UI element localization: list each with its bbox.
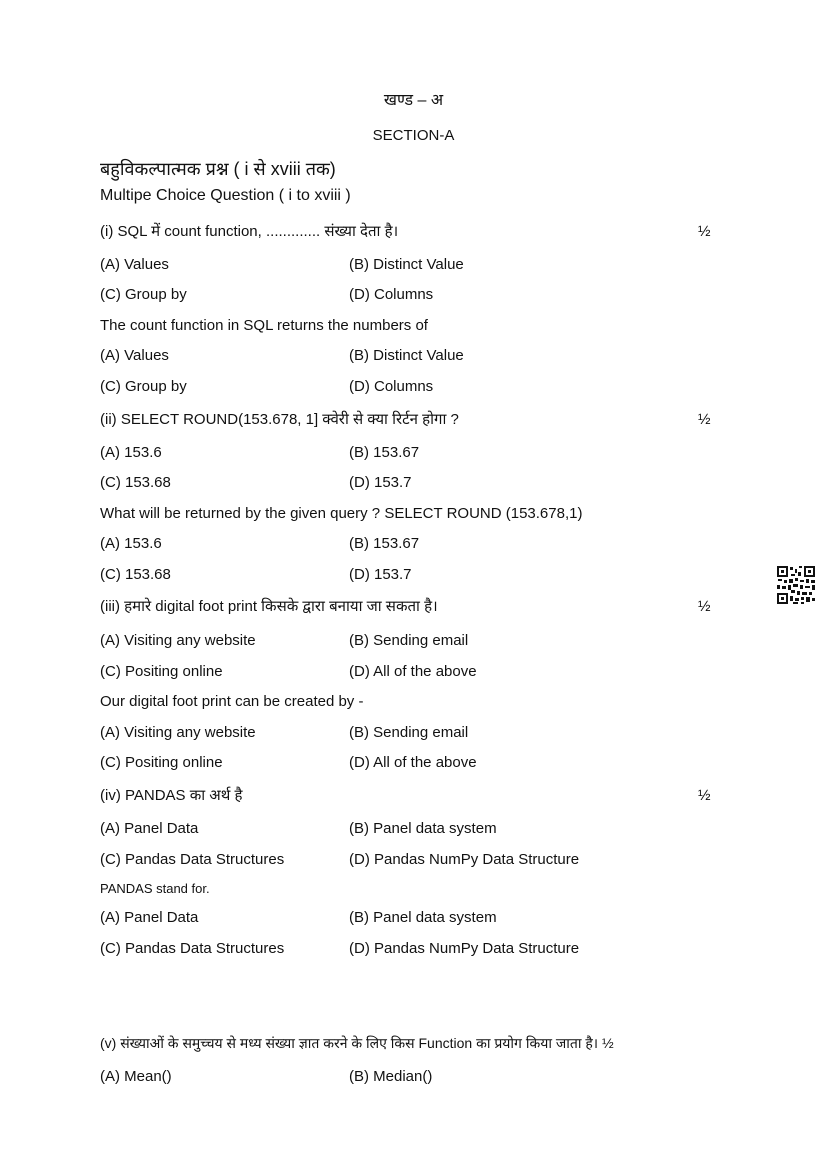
q5-hindi-option-a: (A) Mean() [100, 1068, 172, 1085]
q4-english-option-c: (C) Pandas Data Structures [100, 940, 285, 957]
question-1-english: The count function in SQL returns the numbers of [100, 317, 428, 334]
mcq-heading-hindi: बहुविकल्पात्मक प्रश्न ( i से xviii तक) [100, 159, 336, 179]
q3-hindi-option-d: (D) All of the above [349, 663, 477, 680]
q3-hindi-option-c: (C) Positing online [100, 663, 223, 680]
section-title-english: SECTION-A [372, 127, 455, 144]
question-1-hindi: (i) SQL में count function, ............. संख्या देता है। [100, 223, 399, 240]
q2-hindi-option-a: (A) 153.6 [100, 444, 162, 461]
q4-english-option-d: (D) Pandas NumPy Data Structure [349, 940, 580, 957]
question-4-hindi: (iv) PANDAS का अर्थ है [100, 787, 243, 804]
q1-english-option-d: (D) Columns [349, 378, 434, 395]
q2-english-option-c: (C) 153.68 [100, 566, 171, 583]
q3-hindi-option-b: (B) Sending email [349, 632, 469, 649]
q3-english-option-d: (D) All of the above [349, 754, 477, 771]
q1-english-option-c: (C) Group by [100, 378, 187, 395]
q1-hindi-option-d: (D) Columns [349, 286, 434, 303]
question-4-marks: ½ [698, 787, 711, 804]
question-2-hindi: (ii) SELECT ROUND(153.678, 1] क्वेरी से क्या रिर्टन होगा ? [100, 411, 459, 428]
question-2-marks: ½ [698, 411, 711, 428]
q1-hindi-option-b: (B) Distinct Value [349, 256, 464, 273]
q3-english-option-c: (C) Positing online [100, 754, 223, 771]
q1-english-option-a: (A) Values [100, 347, 169, 364]
q2-hindi-option-d: (D) 153.7 [349, 474, 412, 491]
q4-hindi-option-d: (D) Pandas NumPy Data Structure [349, 851, 580, 868]
question-3-marks: ½ [698, 598, 711, 615]
q2-english-option-a: (A) 153.6 [100, 535, 162, 552]
question-2-english: What will be returned by the given query ? SELECT ROUND (153.678,1) [100, 505, 583, 522]
q4-hindi-option-b: (B) Panel data system [349, 820, 497, 837]
question-1-marks: ½ [698, 223, 711, 240]
question-3-english: Our digital foot print can be created by - [100, 693, 364, 710]
q2-hindi-option-c: (C) 153.68 [100, 474, 171, 491]
q5-hindi-option-b: (B) Median() [349, 1068, 433, 1085]
question-4-english: PANDAS stand for. [100, 881, 210, 896]
q3-hindi-option-a: (A) Visiting any website [100, 632, 256, 649]
question-5-hindi: (v) संख्याओं के समुच्चय से मध्य संख्या ज्ञात करने के लिए किस Function का प्रयोग किया जाता है। ½ [100, 1035, 614, 1051]
q2-english-option-d: (D) 153.7 [349, 566, 412, 583]
q4-hindi-option-a: (A) Panel Data [100, 820, 199, 837]
q1-hindi-option-a: (A) Values [100, 256, 169, 273]
mcq-heading-english: Multipe Choice Question ( i to xviii ) [100, 187, 351, 204]
qr-code-icon [776, 565, 816, 605]
q2-english-option-b: (B) 153.67 [349, 535, 420, 552]
q1-hindi-option-c: (C) Group by [100, 286, 187, 303]
q4-english-option-b: (B) Panel data system [349, 909, 497, 926]
q4-english-option-a: (A) Panel Data [100, 909, 199, 926]
q3-english-option-a: (A) Visiting any website [100, 724, 256, 741]
q4-hindi-option-c: (C) Pandas Data Structures [100, 851, 285, 868]
q1-english-option-b: (B) Distinct Value [349, 347, 464, 364]
question-3-hindi: (iii) हमारे digital foot print किसके द्वारा बनाया जा सकता है। [100, 598, 438, 615]
q2-hindi-option-b: (B) 153.67 [349, 444, 420, 461]
section-title-hindi: खण्ड – अ [383, 92, 444, 109]
q3-english-option-b: (B) Sending email [349, 724, 469, 741]
